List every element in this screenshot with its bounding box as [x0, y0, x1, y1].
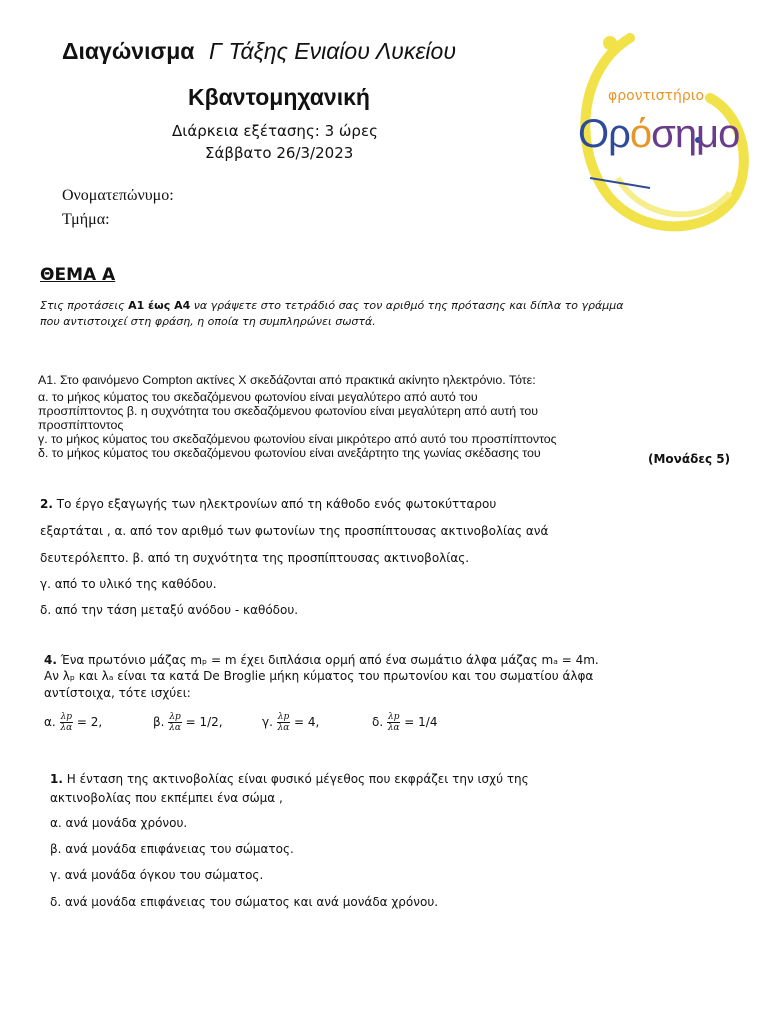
logo-name-part3: σημο: [651, 112, 740, 156]
q1-option: β. ανά μονάδα επιφάνειας του σώματος.: [50, 842, 294, 856]
q2-option: γ. από το υλικό της καθόδου.: [40, 577, 217, 591]
frac-den: λα: [387, 723, 400, 733]
q4-option-c: [262, 712, 319, 733]
name-label: Ονοματεπώνυμο:: [62, 187, 174, 204]
option-value: = 4,: [294, 715, 320, 729]
ratio-fraction: [387, 712, 400, 733]
frac-num: λp: [387, 712, 400, 722]
a1-line: δ. το μήκος κύματος του σκεδαζόμενου φωτονίου είναι ανεξάρτητο της γωνίας σκέδασης του: [38, 446, 541, 460]
q4-line: αντίστοιχα, τότε ισχύει:: [44, 686, 191, 700]
q4-line: Αν λₚ και λₐ είναι τα κατά De Broglie μήκη κύματος του πρωτονίου και του σωματίου άλφα: [44, 669, 594, 683]
logo-top-text: φροντιστήριο: [608, 88, 705, 104]
exam-duration: Διάρκεια εξέτασης: 3 ώρες: [172, 122, 378, 140]
option-value: = 1/4: [404, 715, 438, 729]
frac-den: λα: [277, 723, 290, 733]
q2-number: 2.: [40, 497, 53, 511]
exam-title-italic: Γ Τάξης Ενιαίου Λυκείου: [209, 38, 456, 64]
question-1-line1: [50, 772, 529, 786]
option-label: β.: [153, 715, 165, 729]
frac-num: λp: [169, 712, 181, 722]
question-a1: [38, 373, 557, 460]
class-label: Τμήμα:: [62, 211, 110, 228]
q4-number: 4.: [44, 653, 57, 667]
q1-line: ακτινοβολίας που εκπέμπει ένα σώμα ,: [50, 791, 283, 805]
frac-num: λp: [277, 712, 290, 722]
a1-line: προσπίπτοντος β. η συχνότητα του σκεδαζόμενου φωτονίου είναι μεγαλύτερη από αυτή του: [38, 404, 538, 418]
a1-line: προσπίπτοντος: [38, 418, 124, 432]
exam-title-bold: Διαγώνισμα: [62, 38, 195, 64]
instr-pre: Στις προτάσεις: [40, 299, 129, 312]
option-label: δ.: [372, 715, 384, 729]
q4-text: Ένα πρωτόνιο μάζας mₚ = m έχει διπλάσια ορμή από ένα σωμάτιο άλφα μάζας mₐ = 4m.: [60, 653, 599, 667]
q1-number: 1.: [50, 772, 63, 786]
q2-line: εξαρτάται , α. από τον αριθμό των φωτονίων της προσπίπτουσας ακτινοβολίας ανά: [40, 524, 549, 538]
school-logo: [570, 28, 750, 238]
a1-line: α. το μήκος κύματος του σκεδαζόμενου φωτονίου είναι μεγαλύτερο από αυτό του: [38, 390, 478, 404]
option-value: = 1/2,: [185, 715, 223, 729]
exam-subject: Κβαντομηχανική: [188, 84, 370, 110]
q2-option: δ. από την τάση μεταξύ ανόδου - καθόδου.: [40, 603, 299, 617]
a1-marks: (Μονάδες 5): [648, 452, 731, 466]
frac-den: λα: [60, 723, 73, 733]
q4-option-d: [372, 712, 437, 733]
ratio-fraction: [168, 712, 181, 733]
logo-name-part1: Ορ: [578, 112, 630, 156]
instr-post: να γράψετε στο τετράδιό σας τον αριθμό της πρότασης και δίπλα το γράμμα που αντιστοιχεί στη φράση, η οποία τη συμπληρώνει σωστά.: [40, 299, 624, 328]
q4-option-a: [44, 712, 102, 733]
ratio-fraction: [60, 712, 73, 733]
a1-line: γ. το μήκος κύματος του σκεδαζόμενου φωτονίου είναι μικρότερο από αυτό του προσπίπτοντος: [38, 432, 557, 446]
a1-line: Α1. Στο φαινόμενο Compton ακτίνες Χ σκεδάζονται από πρακτικά ακίνητο ηλεκτρόνιο. Τότε:: [38, 373, 536, 387]
option-label: γ.: [262, 715, 273, 729]
q2-text: Το έργο εξαγωγής των ηλεκτρονίων από τη κάθοδο ενός φωτοκύτταρου: [56, 497, 497, 511]
ratio-fraction: [277, 712, 290, 733]
logo-name-part2: ό: [629, 112, 652, 156]
logo-name: [578, 112, 739, 157]
option-value: = 2,: [76, 715, 103, 729]
q1-option: δ. ανά μονάδα επιφάνειας του σώματος και ανά μονάδα χρόνου.: [50, 895, 439, 909]
exam-date: Σάββατο 26/3/2023: [205, 144, 354, 162]
section-title: ΘΕΜΑ Α: [40, 265, 116, 285]
q1-text: Η ένταση της ακτινοβολίας είναι φυσικό μέγεθος που εκφράζει την ισχύ της: [66, 772, 529, 786]
q4-option-b: [153, 712, 223, 733]
q1-option: α. ανά μονάδα χρόνου.: [50, 816, 188, 830]
option-label: α.: [44, 715, 56, 729]
q2-line: δευτερόλεπτο. β. από τη συχνότητα της προσπίπτουσας ακτινοβολίας.: [40, 551, 470, 565]
frac-den: λα: [169, 723, 181, 733]
frac-num: λp: [60, 712, 73, 722]
instr-bold: Α1 έως Α4: [128, 299, 191, 312]
question-4-line1: [44, 653, 599, 667]
exam-title: [62, 38, 456, 65]
q1-option: γ. ανά μονάδα όγκου του σώματος.: [50, 868, 264, 882]
question-2-line1: [40, 497, 496, 511]
section-instructions: [40, 298, 640, 330]
